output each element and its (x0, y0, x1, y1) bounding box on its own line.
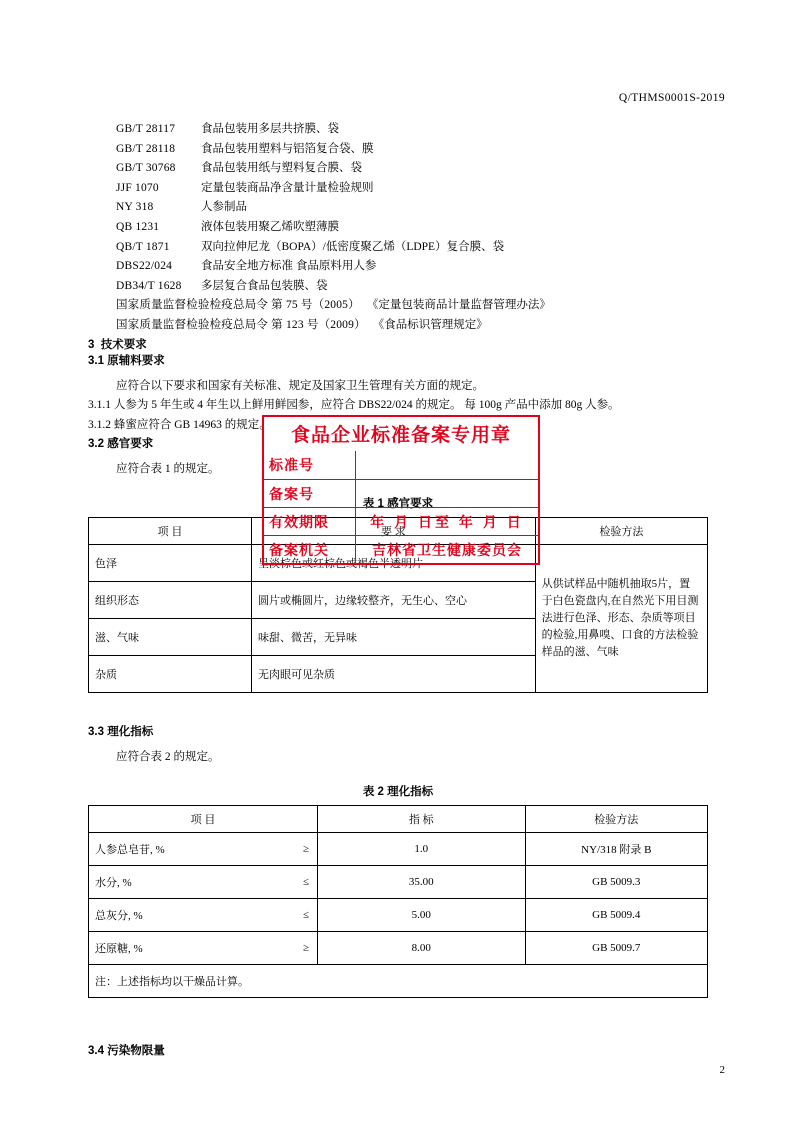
table-header-row (89, 805, 708, 832)
table-row (89, 931, 708, 964)
section-heading-3 (88, 336, 708, 352)
list-item (88, 257, 708, 277)
table1-cell-requirement: 无肉眼可见杂质 (252, 655, 536, 692)
section-heading-3-1 (88, 352, 708, 368)
normative-references-list (88, 120, 708, 336)
section-title: 感官要求 (107, 438, 154, 451)
reference-title: 食品包装用纸与塑料复合膜、袋 (201, 162, 362, 175)
section-heading-3-3 (88, 723, 708, 739)
section-number: 3.3 (88, 725, 104, 738)
list-item (88, 140, 708, 160)
table-header-row (89, 517, 708, 544)
stamp-field-label: 备案号 (264, 480, 356, 507)
table2-cell-item (89, 832, 318, 865)
section-number: 3.1 (88, 354, 104, 367)
list-item (88, 120, 708, 140)
table2-caption: 表 2 理化指标 (362, 785, 434, 798)
paragraph-3-3-body: 应符合表 2 的规定。 (116, 750, 220, 763)
page-header-standard-code: Q/THMS0001S-2019 (618, 92, 725, 104)
table2-cell-value: 5.00 (318, 898, 526, 931)
reference-code: DB34/T 1628 (116, 279, 182, 292)
stamp-field-label: 标准号 (264, 451, 356, 479)
table2-cell-item (89, 898, 318, 931)
table1-header-method: 检验方法 (535, 517, 707, 544)
spacer (88, 368, 708, 377)
document-body (88, 120, 708, 1058)
table2-header-method: 检验方法 (525, 805, 707, 832)
reference-code: 国家质量监督检验检疫总局令 第 123 号（2009） (116, 318, 366, 331)
list-item (88, 316, 708, 336)
reference-code: GB/T 28117 (116, 123, 176, 135)
reference-code: JJF 1070 (116, 181, 159, 194)
section-title: 理化指标 (107, 725, 154, 738)
table1-cell-requirement: 呈淡棕色或红棕色或褐色半透明片 (252, 544, 536, 581)
reference-title: 《定量包装商品计量监督管理办法》 (366, 299, 551, 312)
spacer (88, 739, 708, 748)
table2-header-index: 指 标 (318, 805, 526, 832)
table2-item-label: 水分, % (95, 876, 132, 889)
table2-item-symbol: ≥ (302, 941, 309, 954)
reference-title: 人参制品 (201, 201, 247, 214)
table1-cell-requirement: 圆片或椭圆片，边缘较整齐，无生心、空心 (252, 581, 536, 618)
spacer (88, 451, 708, 460)
table2-item-symbol: ≤ (302, 908, 309, 921)
list-item (88, 179, 708, 199)
table2-item-label: 人参总皂苷, % (95, 843, 165, 856)
table2-cell-method: GB 5009.4 (525, 898, 707, 931)
section-title: 技术要求 (100, 338, 147, 351)
reference-code: NY 318 (116, 201, 154, 214)
spacer (88, 768, 708, 783)
table2-cell-method: GB 5009.7 (525, 931, 707, 964)
section-heading-3-2 (88, 435, 708, 451)
list-item (88, 198, 708, 218)
table2-note: 注：上述指标均以干燥品计算。 (89, 964, 708, 997)
table1-cell-item: 杂质 (89, 655, 252, 692)
reference-code: GB/T 30768 (116, 162, 176, 175)
stamp-field-label: 有效期限 (264, 508, 356, 535)
paragraph-3-1-body: 应符合以下要求和国家有关标准、规定及国家卫生管理有关方面的规定。 (116, 379, 484, 392)
spacer (88, 480, 708, 495)
table1-cell-item: 滋、气味 (89, 618, 252, 655)
table1-caption: 表 1 感官要求 (362, 497, 434, 510)
table2-cell-item (89, 865, 318, 898)
table-row (89, 832, 708, 865)
reference-title: 食品安全地方标准 食品原料用人参 (201, 260, 377, 273)
section-number: 3 (88, 338, 95, 351)
table1-header-item: 项 目 (89, 517, 252, 544)
table2-item-label: 总灰分, % (95, 909, 143, 922)
table2-cell-value: 35.00 (318, 865, 526, 898)
table2-cell-item (89, 931, 318, 964)
table2-cell-method: GB 5009.3 (525, 865, 707, 898)
reference-code: QB/T 1871 (116, 240, 170, 253)
list-item (88, 218, 708, 238)
table-row (89, 544, 708, 581)
reference-title: 液体包装用聚乙烯吹塑薄膜 (201, 220, 339, 233)
table-physicochemical-indicators (88, 805, 708, 998)
stamp-field-value: 年 月 日至 年 月 日 (370, 513, 524, 530)
page-number: 2 (719, 1064, 725, 1076)
table2-cell-value: 1.0 (318, 832, 526, 865)
reference-title: 双向拉伸尼龙（BOPA）/低密度聚乙烯（LDPE）复合膜、袋 (201, 240, 505, 253)
reference-code: DBS22/024 (116, 260, 173, 273)
table1-cell-item: 组织形态 (89, 581, 252, 618)
table-row (89, 964, 708, 997)
reference-title: 多层复合食品包装膜、袋 (201, 279, 328, 292)
reference-title: 食品包装用多层共挤膜、袋 (201, 123, 339, 135)
table2-header-item: 项 目 (89, 805, 318, 832)
table-row (89, 898, 708, 931)
table2-item-label: 还原糖, % (95, 942, 143, 955)
list-item (88, 238, 708, 258)
reference-code: GB/T 28118 (116, 142, 176, 155)
table-row (89, 865, 708, 898)
list-item (88, 159, 708, 179)
reference-code: QB 1231 (116, 220, 160, 233)
section-number: 3.2 (88, 438, 104, 451)
reference-title: 《食品标识管理规定》 (372, 318, 488, 331)
paragraph-3-1-2: 3.1.2 蜂蜜应符合 GB 14963 的规定。 (88, 418, 271, 431)
table1-cell-requirement: 味甜、微苦，无异味 (252, 618, 536, 655)
section-heading-3-4 (88, 1042, 708, 1058)
table1-cell-item: 色泽 (89, 544, 252, 581)
section-title: 污染物限量 (107, 1044, 165, 1057)
paragraph-3-1-1: 3.1.1 人参为 5 年生或 4 年生以上鲜用鲜园参，应符合 DBS22/024 的规定。 每 100g 产品中添加 80g 人参。 (88, 399, 620, 412)
table1-cell-method: 从供试样品中随机抽取5片，置于白色瓷盘内,在自然光下用目测法进行色泽、形态、杂质等项目的检验,用鼻嗅、口食的方法检验样品的滋、气味 (535, 544, 707, 692)
list-item (88, 296, 708, 316)
table2-cell-method: NY/318 附录 B (525, 832, 707, 865)
reference-title: 定量包装商品净含量计量检验规则 (201, 181, 374, 194)
paragraph-3-2-body: 应符合表 1 的规定。 (116, 463, 220, 476)
section-number: 3.4 (88, 1044, 104, 1057)
stamp-title: 食品企业标准备案专用章 (290, 425, 511, 446)
stamp-field-value: 吉林省卫生健康委员会 (372, 541, 522, 558)
section-title: 原辅料要求 (107, 354, 165, 367)
list-item (88, 277, 708, 297)
reference-title: 食品包装用塑料与铝箔复合袋、膜 (201, 142, 374, 155)
stamp-field-label: 备案机关 (264, 536, 356, 563)
table2-item-symbol: ≥ (302, 842, 309, 855)
table1-header-requirement: 要 求 (252, 517, 536, 544)
table2-item-symbol: ≤ (302, 875, 309, 888)
table2-cell-value: 8.00 (318, 931, 526, 964)
reference-code: 国家质量监督检验检疫总局令 第 75 号（2005） (116, 299, 360, 312)
table-sensory-requirements (88, 517, 708, 693)
